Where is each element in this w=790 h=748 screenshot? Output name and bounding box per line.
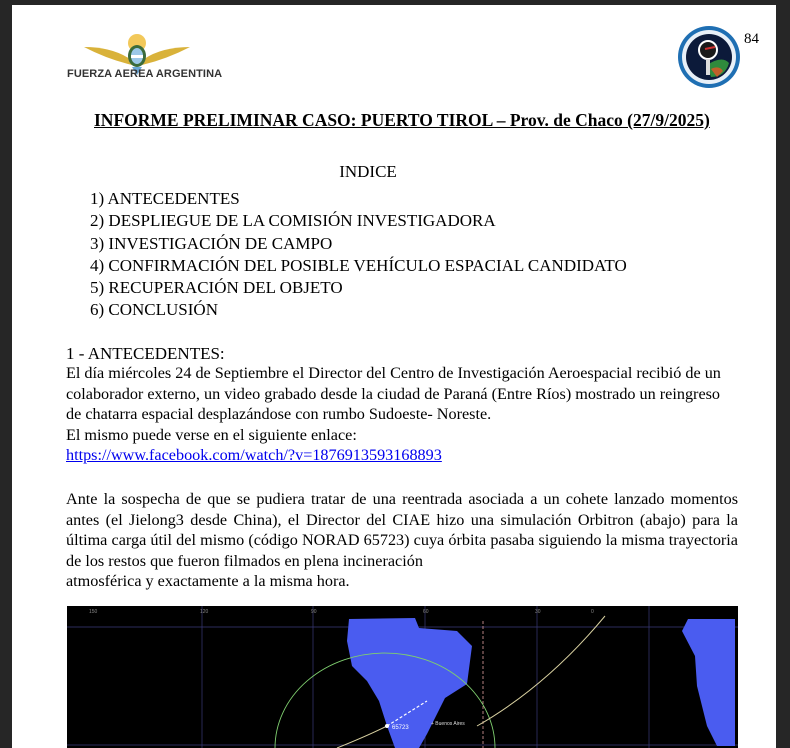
orbitron-simulation-map <box>67 606 738 748</box>
toc-item: 2) DESPLIEGUE DE LA COMISIÓN INVESTIGADORA <box>90 211 496 231</box>
paragraph-intro <box>66 363 738 466</box>
document-page <box>12 5 776 748</box>
video-link[interactable]: https://www.facebook.com/watch/?v=1876913593168893 <box>66 446 442 465</box>
table-of-contents <box>90 188 627 322</box>
paragraph-text: Ante la sospecha de que se pudiera tratar de una reentrada asociada a un cohete lanzado momentos antes (el Jielong3 desde China), el Director del CIAE hizo una simulación Orbitron (abajo) para la última carga útil del mismo (código NORAD 65723) cuya órbita pasaba siguiendo la misma trayectoria de los restos que fueron filmados en plena incineración <box>66 490 738 570</box>
toc-item: 4) CONFIRMACIÓN DEL POSIBLE VEHÍCULO ESPACIAL CANDIDATO <box>90 255 627 275</box>
map-tick-label: 90 <box>311 609 317 615</box>
city-label: + Buenos Aires <box>431 721 465 727</box>
report-title: INFORME PRELIMINAR CASO: PUERTO TIROL – Prov. de Chaco (27/9/2025) <box>94 110 710 130</box>
toc-item: 5) RECUPERACIÓN DEL OBJETO <box>90 278 343 298</box>
index-heading: INDICE <box>339 162 397 181</box>
map-tick-label: 120 <box>200 609 209 615</box>
paragraph-text: El mismo puede verse en el siguiente enlace: <box>66 425 357 444</box>
org-name: FUERZA AEREA ARGENTINA <box>67 68 223 80</box>
toc-item: 1) ANTECEDENTES <box>90 189 240 208</box>
paragraph-simulation <box>66 489 738 592</box>
map-tick-label: 30 <box>535 609 541 615</box>
map-tick-label: 60 <box>423 609 429 615</box>
map-tick-label: 0 <box>591 609 594 615</box>
page-number: 84 <box>744 31 759 47</box>
toc-item: 3) INVESTIGACIÓN DE CAMPO <box>90 233 333 253</box>
satellite-label: 65723 <box>392 725 409 731</box>
map-tick-label: 150 <box>89 609 98 615</box>
paragraph-text: El día miércoles 24 de Septiembre el Director del Centro de Investigación Aeroespacial recibió de un colaborador externo, un video grabado desde la ciudad de Paraná (Entre Ríos) mostrado un reingreso de chatarra espacial desplazándose con rumbo Sudoeste- Noreste. <box>66 364 721 424</box>
paragraph-text: atmosférica y exactamente a la misma hora. <box>66 572 350 591</box>
ciae-seal-logo <box>677 25 741 89</box>
section-heading: 1 - ANTECEDENTES: <box>66 344 225 363</box>
toc-item: 6) CONCLUSIÓN <box>90 300 218 320</box>
